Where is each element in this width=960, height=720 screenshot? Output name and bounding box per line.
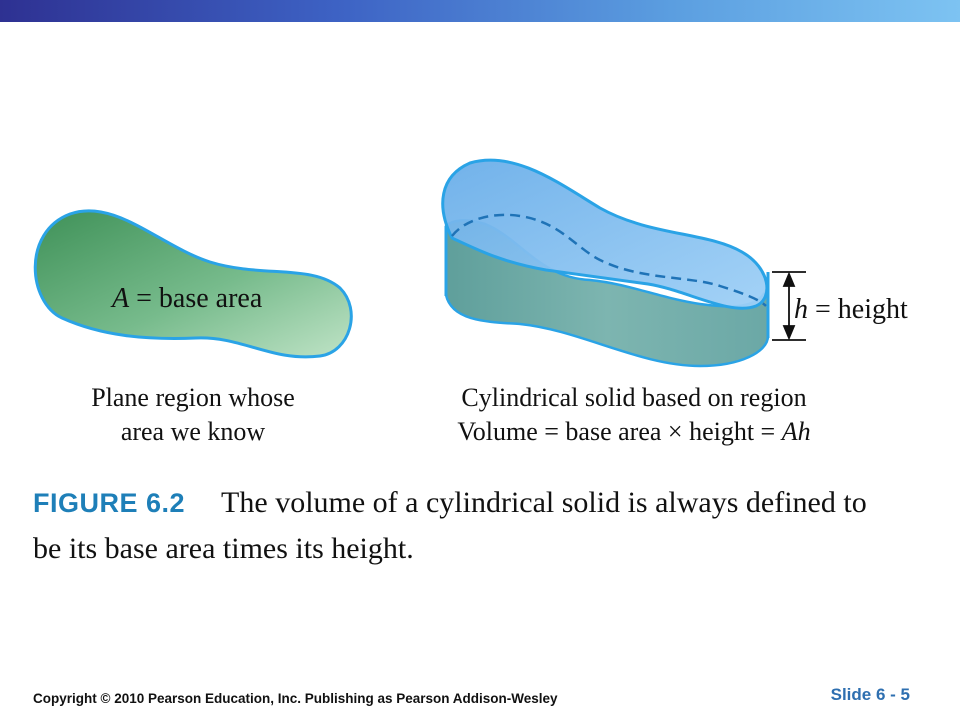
figure-caption-line1 xyxy=(33,486,867,520)
slide-number: Slide 6 - 5 xyxy=(830,685,910,704)
left-caption-line2: area we know xyxy=(120,417,266,446)
left-caption-line1: Plane region whose xyxy=(91,383,295,412)
right-caption-line2: Volume = base area × height = Ah xyxy=(457,417,811,446)
height-label: h = height xyxy=(794,294,908,325)
right-caption-line1: Cylindrical solid based on region xyxy=(461,383,807,412)
base-area-label: A = base area xyxy=(112,283,263,314)
figure-caption-text1: The volume of a cylindrical solid is always defined to xyxy=(221,486,867,519)
figure-caption-text2: be its base area times its height. xyxy=(33,532,414,565)
figure-number-label: FIGURE 6.2 xyxy=(33,488,186,518)
figure-caption-line2 xyxy=(33,532,414,566)
copyright-notice: Copyright © 2010 Pearson Education, Inc. Publishing as Pearson Addison-Wesley xyxy=(33,691,558,706)
